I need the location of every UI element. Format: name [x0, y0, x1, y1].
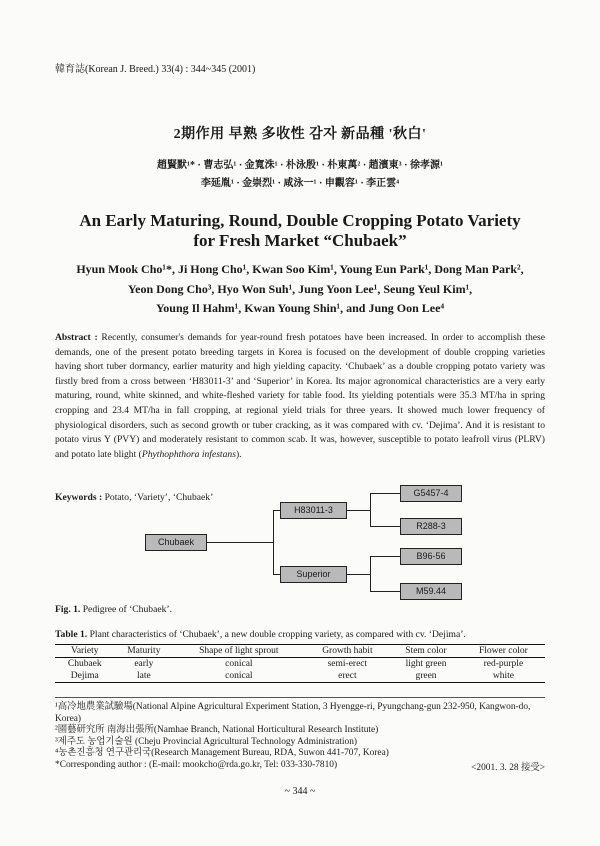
table-header: Maturity — [115, 645, 174, 658]
pedigree-parent2-box: Superior — [280, 566, 347, 583]
pedigree-root-box: Chubaek — [145, 534, 207, 551]
english-authors-line-1: Hyun Mook Cho¹*, Ji Hong Cho¹, Kwan Soo Kim¹, Young Eun Park¹, Dong Man Park², — [76, 262, 524, 276]
abstract — [55, 331, 545, 462]
footnote-affiliation-2: ²園藝研究所 南海出張所(Namhae Branch, National Horticultural Research Institute) — [55, 725, 379, 736]
journal-citation: 韓育誌(Korean J. Breed.) 33(4) : 344~345 (2001) — [55, 64, 256, 75]
table-caption-label: Table 1. — [55, 629, 88, 640]
table-row — [55, 670, 545, 683]
keywords-label: Keywords : — [55, 492, 103, 503]
korean-authors-line-1: 趙賢默¹* · 曹志弘¹ · 金寬洙¹ · 朴泳殷¹ · 朴東萬² · 趙濱東³ · 徐孝源¹ — [157, 160, 443, 171]
footnote-affiliation-4: ⁴농촌진흥청 연구관리국(Research Management Bureau, RDA, Suwon 441-707, Korea) — [55, 748, 389, 759]
table-cell: Dejima — [55, 670, 115, 683]
table-cell: white — [462, 670, 545, 683]
connector-root — [205, 542, 273, 543]
pedigree-gp4-box: M59.44 — [400, 583, 462, 600]
table-caption-text: Plant characteristics of ‘Chubaek’, a new double cropping variety, as compared with cv. ‘Dejima’. — [87, 629, 466, 640]
table-header: Variety — [55, 645, 115, 658]
connector-parent2-branch — [370, 556, 371, 591]
table-header-row — [55, 645, 545, 658]
table-cell: Chubaek — [67, 659, 102, 669]
connector-to-parent2 — [273, 574, 280, 575]
footnote-affiliation-1: ¹高冷地農業試驗場(National Alpine Agricultural Experiment Station, 3 Hyengge-ri, Pyungchang-gun 232-950, Kangwon-do, Korea) — [55, 702, 531, 724]
pedigree-gp1-box: G5457-4 — [400, 485, 462, 502]
abstract-text: Recently, consumer's demands for year-round fresh potatoes have been increased. In order to accomplish these demands, one of the present potato breeding targets in Korea is focused on the development of double cropping varieties having short tuber dormancy, earlier maturity and high yielding capacity. ‘Chubaek’ as a double cropping potato variety was firstly bred from a cross between ‘H83011-3’ and ‘Superior’ in Korea. Its major agronomical characteristics are a very early maturing, round, white skinned, and white-fleshed variety for table food. Its yielding potentials were 35.3 MT/ha in spring cropping and 23.4 MT/ha in fall cropping, at regional yield trials for three years. It showed much lower frequency of physiological disorders, such as second growth or tuber cracking, as it was compared with cv. ‘Dejima’. And it is resistant to potato virus Y (PVY) and moderately resistant to common scab. It was, however, susceptible to potato leafroll virus (PLRV) and potato late blight ( — [55, 332, 546, 460]
table-cell: conical — [173, 670, 304, 683]
page-number: ~ 344 ~ — [284, 786, 316, 797]
footnote-affiliation-3: ³제주도 농업기술원 (Cheju Provincial Agricultural Technology Administration) — [55, 736, 357, 747]
pedigree-diagram — [0, 470, 600, 605]
connector-parent1 — [345, 510, 370, 511]
characteristics-table — [55, 644, 545, 683]
korean-authors-line-2: 李延胤¹ · 金崇烈¹ · 咸泳一¹ · 申觀容¹ · 李正雲⁴ — [200, 178, 400, 189]
footnote-corresponding-author: *Corresponding author : (E-mail: mookcho@rda.go.kr, Tel: 033-330-7810) — [55, 759, 338, 770]
table-cell: semi-erect — [327, 659, 368, 669]
table-header: Flower color — [462, 645, 545, 658]
connector-to-gp2 — [370, 526, 400, 527]
table-cell: early — [134, 659, 154, 669]
table-header: Shape of light sprout — [173, 645, 304, 658]
korean-title: 2期作用 早熟 多收性 감자 新品種 '秋白' — [173, 127, 427, 142]
pedigree-gp2-box: R288-3 — [400, 518, 462, 535]
table-header: Stem color — [390, 645, 462, 658]
figure-caption-label: Fig. 1. — [55, 604, 81, 615]
keywords-text: Potato, ‘Variety’, ‘Chubaek’ — [102, 492, 214, 503]
received-date: <2001. 3. 28 接受> — [471, 763, 545, 773]
connector-parent1-branch — [370, 493, 371, 526]
pedigree-parent1-box: H83011-3 — [280, 502, 347, 519]
table-caption — [55, 629, 466, 640]
abstract-species: Phythophthora infestans — [141, 448, 236, 460]
english-authors-line-2: Yeon Dong Cho³, Hyo Won Suh¹, Jung Yoon Lee¹, Seung Yeul Kim¹, — [127, 282, 473, 296]
footnote-rule — [55, 697, 545, 698]
connector-to-gp4 — [370, 591, 400, 592]
table-cell: late — [115, 670, 174, 683]
figure-caption-text: Pedigree of ‘Chubaek’. — [80, 604, 172, 615]
table-cell: conical — [225, 659, 253, 669]
connector-root-branch — [273, 510, 274, 574]
pedigree-gp3-box: B96-56 — [400, 548, 462, 565]
table-row — [55, 658, 545, 671]
figure-caption — [55, 604, 172, 615]
table-cell: red-purple — [483, 659, 524, 669]
connector-parent2 — [345, 574, 370, 575]
english-authors-line-3: Young Il Hahm¹, Kwan Young Shin¹, and Jung Oon Lee⁴ — [155, 301, 445, 315]
abstract-label: Abstract : — [55, 332, 98, 343]
english-title-line-1: An Early Maturing, Round, Double Cropping Potato Variety — [79, 211, 521, 230]
connector-to-gp3 — [370, 556, 400, 557]
table-cell: light green — [405, 659, 447, 669]
table-cell: erect — [305, 670, 391, 683]
connector-to-gp1 — [370, 493, 400, 494]
table-header: Growth habit — [305, 645, 391, 658]
abstract-end: ). — [235, 448, 242, 460]
connector-to-parent1 — [273, 510, 280, 511]
table-cell: green — [390, 670, 462, 683]
english-title-line-2: for Fresh Market “Chubaek” — [193, 231, 407, 250]
